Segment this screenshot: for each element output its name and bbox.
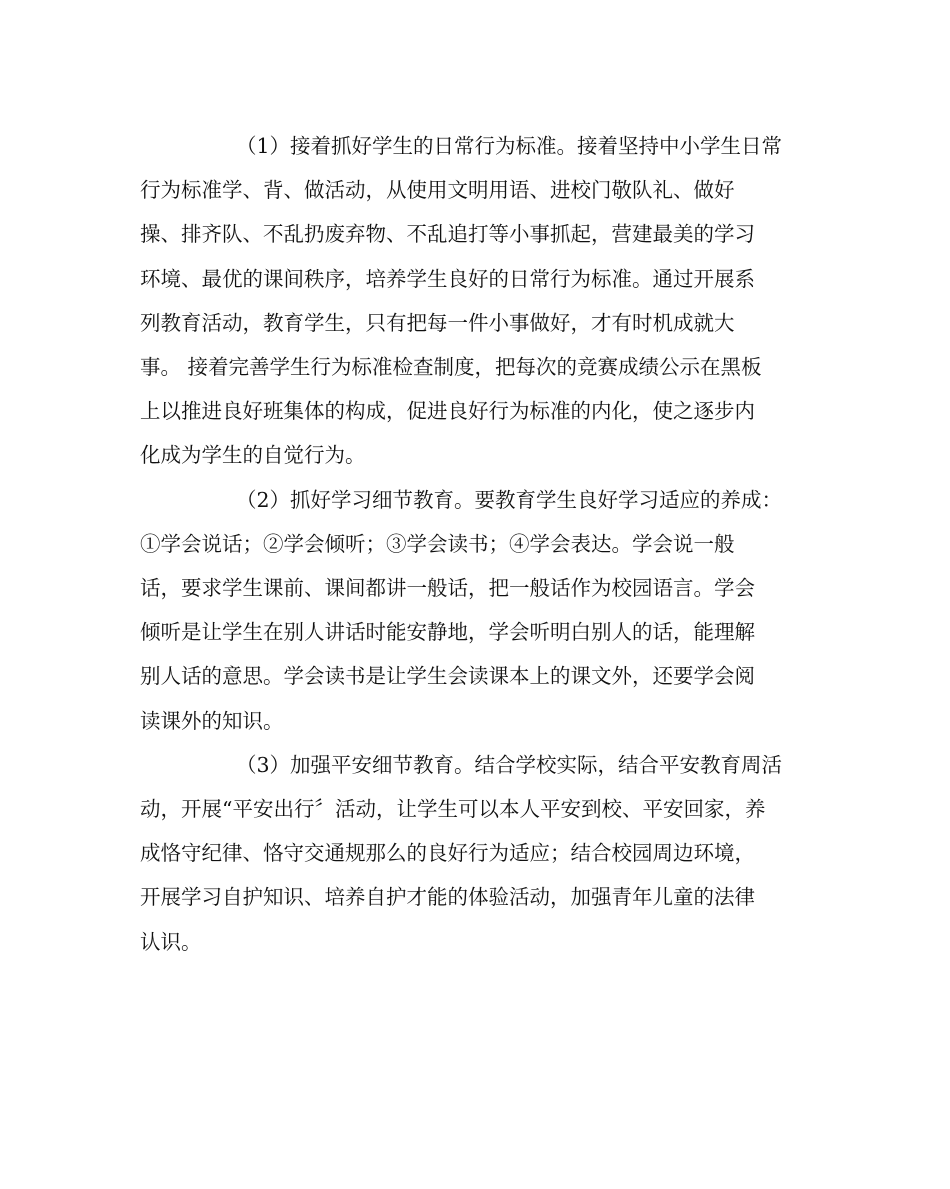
paragraph-line: 动，开展“平安出行〞活动，让学生可以本人平安到校、平安回家，养 — [140, 797, 766, 822]
paragraph-2 — [140, 478, 820, 743]
paragraph-line: 上以推进良好班集体的构成，促进良好行为标准的内化，使之逐步内 — [140, 399, 755, 424]
paragraph-line: 事。 接着完善学生行为标准检查制度，把每次的竞赛成绩公示在黑板 — [140, 355, 762, 380]
paragraph-line: 读课外的知识。 — [140, 708, 284, 733]
paragraph-line: 倾听是让学生在别人讲话时能安静地，学会听明白别人的话，能理解 — [140, 620, 755, 645]
paragraph-line: 开展学习自护知识、培养自护才能的体验活动，加强青年儿童的法律 — [140, 885, 755, 910]
paragraph-line: 环境、最优的课间秩序，培养学生良好的日常行为标准。通过开展系 — [140, 266, 755, 291]
paragraph-line: （3）加强平安细节教育。结合学校实际，结合平安教育周活 — [236, 752, 783, 777]
paragraph-3 — [140, 743, 820, 964]
paragraph-line: 行为标准学、背、做活动，从使用文明用语、进校门敬队礼、做好 — [140, 178, 735, 203]
paragraph-line: （1）接着抓好学生的日常行为标准。接着坚持中小学生日常 — [236, 134, 783, 158]
paragraph-line: 操、排齐队、不乱扔废弃物、不乱追打等小事抓起，营建最美的学习 — [140, 222, 755, 247]
paragraph-line: 认识。 — [140, 929, 202, 954]
paragraph-line: 别人话的意思。学会读书是让学生会读课本上的课文外，还要学会阅 — [140, 664, 755, 689]
paragraph-line: 成恪守纪律、恪守交通规那么的良好行为适应；结合校园周边环境， — [140, 841, 755, 866]
document-body — [140, 124, 820, 964]
paragraph-line: 话，要求学生课前、课间都讲一般话，把一般话作为校园语言。学会 — [140, 576, 755, 601]
paragraph-line: 化成为学生的自觉行为。 — [140, 443, 366, 468]
paragraph-line: （2）抓好学习细节教育。要教育学生良好学习适应的养成： — [236, 487, 783, 512]
paragraph-line: ①学会说话；②学会倾听；③学会读书；④学会表达。学会说一般 — [140, 531, 735, 556]
paragraph-1 — [140, 124, 820, 478]
paragraph-line: 列教育活动，教育学生，只有把每一件小事做好，才有时机成就大 — [140, 310, 735, 335]
